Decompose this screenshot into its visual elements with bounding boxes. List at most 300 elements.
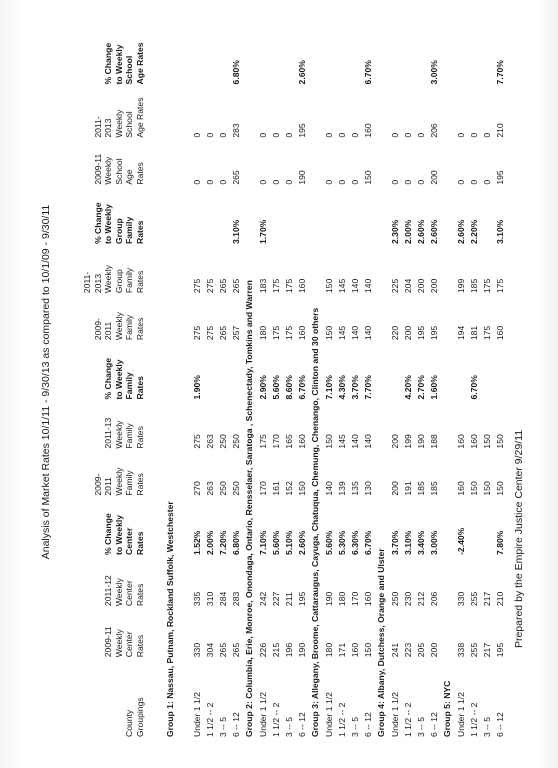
column-header-line: Rates — [134, 531, 145, 555]
table-row — [349, 25, 362, 739]
rate-cell: 0 — [217, 179, 228, 185]
rate-cell: 150 — [323, 434, 334, 449]
column-header — [82, 295, 151, 342]
column-header-line: 2013 — [92, 273, 103, 294]
rate-cell: 175 — [284, 325, 294, 341]
rate-cell: 0 — [204, 132, 215, 138]
column-header-line: 2011-12 — [103, 575, 113, 607]
column-header-line: Group — [113, 269, 124, 294]
rate-cell: 150 — [323, 278, 334, 294]
rate-cell — [468, 498, 481, 557]
rate-cell — [494, 342, 507, 401]
rate-cell: 215 — [270, 642, 281, 658]
column-header-line: Rates — [134, 426, 145, 449]
column-header-line: Weekly — [103, 156, 113, 185]
column-header — [82, 246, 151, 295]
rate-cell: 1.60% — [429, 375, 440, 400]
rate-cell: 0 — [204, 179, 215, 185]
rate-cell — [402, 25, 415, 86]
table-row — [428, 25, 441, 739]
rate-cell: 204 — [402, 278, 413, 294]
age-group-cell: 6 -- 12 — [363, 712, 374, 737]
age-group-cell: 1 1/2 -- 2 — [402, 702, 413, 737]
rate-cell: 152 — [284, 481, 294, 496]
rate-cell — [455, 25, 468, 86]
rate-cell — [191, 25, 204, 86]
rate-cell: 0 — [257, 179, 268, 185]
rate-cell: 0 — [270, 132, 281, 138]
column-header-line: 2011 — [103, 477, 113, 496]
rate-cell: 220 — [389, 325, 400, 341]
rate-cell: 185 — [429, 481, 440, 496]
rate-cell — [204, 187, 217, 246]
rate-cell: 200 — [416, 278, 427, 294]
rate-cell: 140 — [350, 278, 361, 294]
group-label: Group 5: NYC — [442, 680, 453, 737]
column-header-line: Weekly — [113, 420, 124, 449]
rate-cell: 150 — [495, 481, 506, 496]
rate-cell — [283, 187, 296, 246]
rate-cell: 5.60% — [270, 530, 281, 555]
rate-cell: 161 — [270, 481, 281, 496]
rate-cell: 5.60% — [323, 530, 334, 555]
rate-cell: 181 — [468, 325, 479, 341]
age-group-cell: 3 -- 5 — [284, 716, 294, 737]
column-header — [82, 86, 151, 139]
rate-cell: 330 — [455, 591, 466, 607]
rate-cell: 223 — [402, 642, 413, 658]
rate-cell: 1.90% — [191, 375, 202, 400]
rate-cell: 3.70% — [389, 530, 400, 555]
rate-cell: 180 — [336, 591, 347, 607]
rate-cell: 206 — [429, 591, 440, 607]
rate-cell: 140 — [363, 325, 374, 341]
rate-cell: 2.20% — [468, 219, 479, 244]
rate-cell: 0 — [416, 179, 427, 185]
rate-cell: 195 — [416, 325, 427, 341]
rate-cell: 7.70% — [495, 60, 506, 85]
rate-cell: 250 — [231, 481, 242, 496]
age-group-cell: 1 1/2 -- 2 — [204, 702, 215, 737]
rate-cell: 183 — [257, 278, 268, 294]
rate-cell: 6.80% — [231, 530, 242, 555]
rate-cell: 6.70% — [468, 375, 479, 400]
rate-cell: 135 — [350, 481, 361, 496]
rate-cell: 3.00% — [429, 60, 440, 85]
spacer-row — [151, 25, 164, 739]
rotated-table-area — [82, 25, 506, 739]
rate-cell: 7.70% — [363, 375, 374, 400]
rate-cell: 139 — [336, 481, 347, 496]
age-group-cell: Under 1 1/2 — [257, 692, 268, 737]
rate-cell: 1.70% — [257, 219, 268, 244]
rate-cell: 180 — [257, 325, 268, 341]
age-group-cell: 1 1/2 -- 2 — [270, 702, 281, 737]
rate-cell: 211 — [284, 592, 294, 607]
table-row — [323, 25, 336, 739]
table-row — [494, 25, 507, 739]
rate-cell: 165 — [284, 434, 294, 449]
column-header-line: % Change — [103, 357, 113, 400]
rate-cell: 160 — [350, 642, 361, 658]
column-header-line: Rates — [134, 270, 145, 294]
column-header-line: % Change — [103, 42, 113, 85]
age-group-cell: 3 -- 5 — [217, 716, 228, 737]
rate-cell: 145 — [336, 434, 347, 449]
rate-cell: 0 — [217, 132, 228, 138]
rate-cell — [336, 25, 349, 86]
rate-cell: 190 — [297, 642, 308, 658]
rate-cell: 175 — [257, 434, 268, 449]
rate-cell: 0 — [191, 132, 202, 138]
age-group-cell: 1 1/2 -- 2 — [336, 702, 347, 737]
column-header-line: Family — [124, 267, 134, 294]
group-header-row — [441, 25, 454, 739]
rate-cell: 205 — [416, 642, 427, 658]
rate-cell: 3.40% — [416, 530, 427, 555]
column-header-line: Family — [124, 372, 134, 400]
rate-cell: 185 — [468, 278, 479, 294]
column-header-line: School — [124, 55, 134, 85]
rate-cell: 257 — [231, 325, 242, 341]
rate-cell: 175 — [270, 325, 281, 341]
rate-cell: 0 — [191, 179, 202, 185]
group-label: Group 2: Columbia, Erie, Monroe, Onondaga, Ontario, Rensselaer, Saratoga , Schenectady, Tomkins and Warren — [244, 280, 255, 737]
rates-table-wrapper — [82, 25, 506, 739]
rate-cell: 265 — [217, 278, 228, 294]
rate-cell: 3.10% — [231, 219, 242, 244]
rate-cell: 191 — [402, 481, 413, 496]
rate-cell — [204, 342, 217, 401]
rate-cell: 145 — [336, 278, 347, 294]
column-header-line: Rates — [134, 162, 145, 185]
rate-cell: 241 — [389, 642, 400, 658]
rate-cell: 283 — [231, 123, 242, 138]
rate-cell: 199 — [402, 434, 413, 449]
rate-cell: 242 — [257, 591, 268, 607]
column-header-line: Rates — [134, 376, 145, 400]
rate-cell: 0 — [468, 132, 479, 138]
age-group-cell: Under 1 1/2 — [191, 692, 202, 737]
rate-cell — [349, 187, 362, 246]
rate-cell: 265 — [231, 278, 242, 294]
column-header — [82, 498, 151, 557]
column-header-line: % Change — [92, 202, 103, 244]
rate-cell — [191, 187, 204, 246]
column-header-line: Weekly — [113, 629, 124, 658]
rate-cell: 160 — [363, 123, 374, 138]
rate-cell: 200 — [429, 170, 440, 185]
rate-cell: 0 — [455, 132, 466, 138]
rate-cell: 0 — [402, 132, 413, 138]
rate-cell: 150 — [468, 481, 479, 496]
rate-cell: 140 — [350, 434, 361, 449]
rate-cell: 265 — [231, 642, 242, 658]
rate-cell — [217, 187, 230, 246]
rate-cell: 3.70% — [350, 375, 361, 400]
rate-cell: 6.70% — [297, 375, 308, 400]
rate-cell: 2.60% — [455, 219, 466, 244]
rate-cell: 255 — [468, 591, 479, 607]
rate-cell: 3.10% — [495, 219, 506, 244]
age-group-cell: 1 1/2 -- 2 — [468, 702, 479, 737]
rate-cell — [270, 187, 283, 246]
rate-cell: 225 — [389, 278, 400, 294]
rate-cell: 1.52% — [191, 530, 202, 555]
rate-cell: 0 — [284, 179, 294, 185]
rate-cell — [230, 342, 243, 401]
column-header-line: Family — [124, 216, 134, 244]
rate-cell: 7.10% — [257, 530, 268, 555]
rate-cell: 310 — [204, 591, 215, 607]
column-header — [82, 342, 151, 401]
rate-cell: 140 — [363, 278, 374, 294]
rate-cell: 150 — [297, 481, 308, 496]
rate-cell: 195 — [429, 325, 440, 341]
rate-cell: 304 — [204, 642, 215, 658]
rate-cell: 0 — [257, 132, 268, 138]
rate-cell: 194 — [455, 325, 466, 341]
rate-cell: 0 — [482, 132, 493, 138]
column-header-line: Center — [124, 580, 134, 607]
rate-cell: 200 — [429, 278, 440, 294]
column-header-line: County — [124, 709, 134, 737]
spacer-cell — [151, 25, 164, 739]
rate-cell: 150 — [363, 170, 374, 185]
rate-cell: 275 — [191, 434, 202, 449]
rate-cell: 263 — [204, 434, 215, 449]
rate-cell: 2.70% — [416, 375, 427, 400]
table-row — [402, 25, 415, 739]
rate-cell: 0 — [402, 179, 413, 185]
column-header-line: School — [124, 111, 134, 138]
rate-cell: 196 — [284, 642, 294, 658]
rate-cell: 2.30% — [389, 219, 400, 244]
age-group-cell: 6 -- 12 — [297, 712, 308, 737]
age-group-cell: 3 -- 5 — [350, 716, 361, 737]
rate-cell: 265 — [217, 325, 228, 341]
rate-cell — [257, 25, 270, 86]
rate-cell: 190 — [416, 434, 427, 449]
rate-cell: 284 — [217, 591, 228, 607]
rate-cell: 6.30% — [350, 530, 361, 555]
rate-cell — [270, 25, 283, 86]
rate-cell: 6.70% — [363, 60, 374, 85]
rate-cell: 265 — [217, 642, 228, 658]
document-title: Analysis of Market Rates 10/1/11 - 9/30/13 as compared to 10/1/09 - 9/30/11 — [40, 204, 52, 560]
column-header-line: Rates — [134, 220, 145, 244]
column-header — [82, 187, 151, 246]
rate-cell: 2.60% — [297, 60, 308, 85]
rate-cell: 200 — [389, 434, 400, 449]
rate-cell: 175 — [270, 278, 281, 294]
rate-cell: 2.00% — [402, 219, 413, 244]
rate-cell — [455, 342, 468, 401]
rate-cell: 270 — [191, 481, 202, 496]
rate-cell: 190 — [323, 591, 334, 607]
column-header-line: 2011 — [103, 321, 113, 341]
table-row — [204, 25, 217, 739]
rate-cell: 170 — [270, 434, 281, 449]
rate-cell: 175 — [482, 325, 493, 341]
rate-cell: 160 — [297, 278, 308, 294]
rate-cell — [481, 25, 494, 86]
column-header-line: Groupings — [134, 697, 145, 737]
group-header-row — [164, 25, 177, 739]
column-header-line: Weekly — [113, 312, 124, 341]
rate-cell — [296, 187, 309, 246]
rate-cell: 250 — [389, 591, 400, 607]
rate-cell: 4.30% — [336, 375, 347, 400]
table-header-row — [82, 25, 151, 739]
column-header — [82, 25, 151, 86]
rate-cell: 263 — [204, 481, 215, 496]
rate-cell — [362, 187, 375, 246]
rate-cell — [389, 342, 402, 401]
rate-cell: 160 — [495, 325, 506, 341]
rate-cell: 0 — [389, 132, 400, 138]
rate-cell: 226 — [257, 642, 268, 658]
rate-cell: 7.20% — [217, 530, 228, 555]
rate-cell: 140 — [323, 481, 334, 496]
age-group-cell: Under 1 1/2 — [389, 692, 400, 737]
table-row — [270, 25, 283, 739]
rate-cell — [481, 498, 494, 557]
rate-cell: 275 — [191, 325, 202, 341]
column-header — [82, 659, 151, 739]
rate-cell: 0 — [323, 179, 334, 185]
column-header-line: Weekly — [103, 265, 113, 294]
column-header — [82, 608, 151, 659]
rate-cell: 130 — [363, 481, 374, 496]
column-header-line: to Weekly — [113, 514, 124, 555]
rate-cell — [217, 25, 230, 86]
rate-cell: 160 — [297, 434, 308, 449]
rate-cell: -2.40% — [455, 527, 466, 555]
column-header-line: to Weekly — [103, 204, 113, 244]
rate-cell: 206 — [429, 123, 440, 138]
rate-cell: 250 — [217, 481, 228, 496]
rate-cell: 0 — [468, 179, 479, 185]
column-header-line: Age Rates — [134, 97, 145, 138]
rate-cell: 175 — [482, 278, 493, 294]
column-header-line: % Change — [103, 513, 113, 555]
rate-cell: 3.00% — [429, 530, 440, 555]
rate-cell — [323, 25, 336, 86]
column-header-line: to Weekly — [113, 44, 124, 85]
rate-cell: 210 — [495, 591, 506, 607]
rate-cell: 2.90% — [257, 375, 268, 400]
column-header-line: Center — [124, 631, 134, 658]
rate-cell: 227 — [270, 591, 281, 607]
rate-cell: 150 — [482, 481, 493, 496]
column-header-line: School — [113, 158, 124, 185]
rate-cell: 180 — [323, 642, 334, 658]
rate-cell: 160 — [455, 481, 466, 496]
rate-cell: 0 — [482, 179, 493, 185]
rate-cell: 6.70% — [363, 530, 374, 555]
rate-cell: 188 — [429, 434, 440, 449]
rate-cell: 2.00% — [204, 530, 215, 555]
rate-cell: 265 — [231, 170, 242, 185]
group-header-row — [309, 25, 322, 739]
rate-cell: 338 — [455, 642, 466, 658]
column-header-line: Rates — [134, 317, 145, 341]
rate-cell — [389, 25, 402, 86]
column-header-line: 2009- — [92, 318, 103, 341]
spacer-row — [177, 25, 190, 739]
rate-cell — [323, 187, 336, 246]
rate-cell: 255 — [468, 642, 479, 658]
spacer-cell — [177, 25, 190, 739]
rate-cell: 3.10% — [402, 530, 413, 555]
rate-cell: 150 — [363, 642, 374, 658]
column-header-line: Weekly — [113, 467, 124, 496]
market-rates-table — [82, 25, 507, 739]
rate-cell — [349, 25, 362, 86]
column-header-line: 2009-11 — [92, 153, 103, 185]
rate-cell: 5.30% — [336, 530, 347, 555]
column-header-line: Rates — [134, 634, 145, 658]
rate-cell: 335 — [191, 591, 202, 607]
column-header-line: Weekly — [113, 109, 124, 138]
rate-cell: 160 — [363, 591, 374, 607]
rate-cell: 195 — [495, 642, 506, 658]
rate-cell: 200 — [389, 481, 400, 496]
rate-cell — [481, 342, 494, 401]
rate-cell: 0 — [336, 132, 347, 138]
rate-cell: 0 — [323, 132, 334, 138]
rate-cell: 0 — [350, 132, 361, 138]
rate-cell: 160 — [468, 434, 479, 449]
column-header-line: 2011- — [82, 271, 92, 294]
rate-cell: 275 — [204, 325, 215, 341]
column-header-line: to Weekly — [113, 359, 124, 400]
group-header-row — [243, 25, 256, 739]
column-header-line: 2009- — [92, 473, 103, 496]
age-group-cell: Under 1 1/2 — [323, 692, 334, 737]
age-group-cell: 6 -- 12 — [231, 712, 242, 737]
prepared-by-note: Prepared by the Empire Justice Center 9/29/11 — [513, 429, 525, 649]
rate-cell: 0 — [455, 179, 466, 185]
group-label: Group 1: Nassau, Putnam, Rockland Suffolk, Westchester — [165, 501, 176, 737]
column-header — [82, 451, 151, 498]
group-label: Group 4: Albany, Dutchess, Orange and Ulster — [376, 548, 387, 737]
rate-cell: 195 — [495, 170, 506, 185]
rate-cell: 275 — [204, 278, 215, 294]
table-row — [336, 25, 349, 739]
rate-cell: 275 — [191, 278, 202, 294]
rate-cell: 2.60% — [297, 530, 308, 555]
rate-cell: 230 — [402, 591, 413, 607]
rate-cell: 150 — [495, 434, 506, 449]
rate-cell: 0 — [389, 179, 400, 185]
age-group-cell: 6 -- 12 — [429, 712, 440, 737]
table-row — [217, 25, 230, 739]
rate-cell — [217, 342, 230, 401]
rate-cell: 0 — [350, 179, 361, 185]
table-row — [296, 25, 309, 739]
rate-cell: 200 — [429, 642, 440, 658]
rate-cell: 160 — [455, 434, 466, 449]
table-row — [468, 25, 481, 739]
rate-cell: 2.60% — [429, 219, 440, 244]
rate-cell: 217 — [482, 591, 493, 607]
rate-cell: 0 — [336, 179, 347, 185]
column-header — [82, 401, 151, 450]
rate-cell — [468, 25, 481, 86]
rate-cell: 283 — [231, 591, 242, 607]
